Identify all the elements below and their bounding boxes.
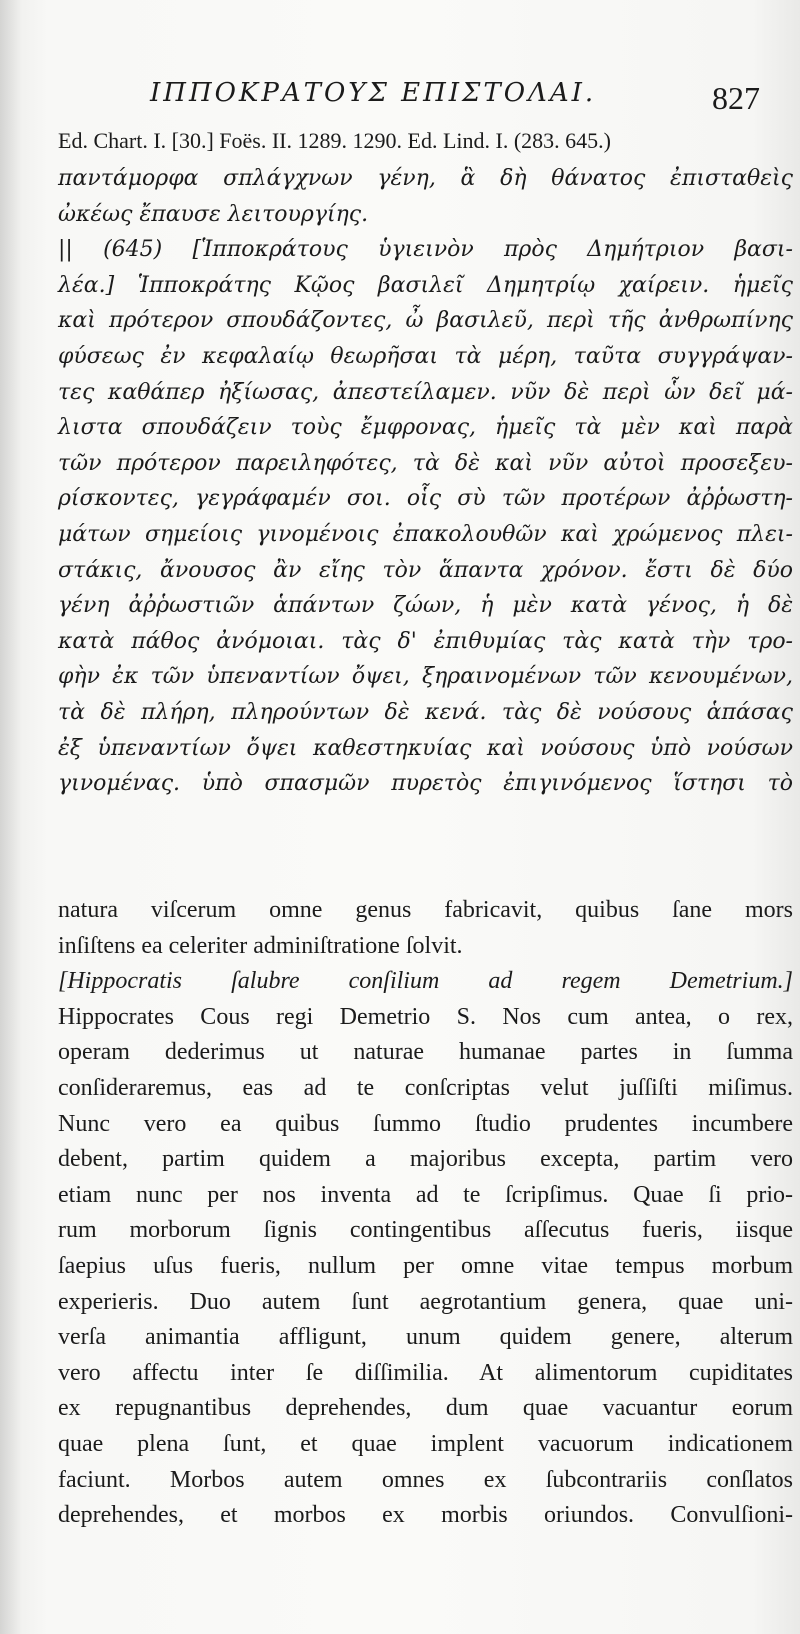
page-number: 827 xyxy=(712,80,760,116)
greek-line: λιστα σπουδάζειν τοὺς ἔμφρονας, ἡμεῖς τὰ μὲν καὶ παρὰ xyxy=(58,415,793,441)
page-header xyxy=(0,78,800,128)
latin-line: inſiſtens ea celeriter adminiſtratione ſolvit. xyxy=(58,932,463,959)
latin-section-heading: [Hippocratis ſalubre conſilium ad regem Demetrium.] xyxy=(58,968,793,995)
greek-line: φὴν ἐκ τῶν ὑπεναντίων ὄψει, ξηραινομένων τῶν κενουμένων, xyxy=(58,664,793,690)
greek-line: ρίσκοντες, γεγράφαμέν σοι. οἷς σὺ τῶν προτέρων ἀῤῥωστη- xyxy=(58,486,793,512)
greek-text-block xyxy=(58,161,793,802)
greek-line: τες καθάπερ ἠξίωσας, ἀπεστείλαμεν. νῦν δὲ περὶ ὧν δεῖ μά- xyxy=(58,379,793,405)
latin-line: Nunc vero ea quibus ſummo ſtudio prudentes incumbere xyxy=(58,1110,793,1137)
latin-line: Hippocrates Cous regi Demetrio S. Nos cum antea, o rex, xyxy=(58,1003,793,1030)
page-gutter-shadow xyxy=(0,0,22,1634)
running-title: ΙΠΠΟΚΡΑΤΟΥΣ ΕΠΙΣΤΟΛΑΙ. xyxy=(150,78,597,108)
greek-line: γινομένας. ὑπὸ σπασμῶν πυρετὸς ἐπιγινόμενος ἵστησι τὸ xyxy=(58,771,793,797)
latin-line: experieris. Duo autem ſunt aegrotantium genera, quae uni- xyxy=(58,1288,793,1315)
greek-line: καὶ πρότερον σπουδάζοντες, ὦ βασιλεῦ, περὶ τῆς ἀνθρωπίνης xyxy=(58,308,793,334)
greek-line: || (645) [Ἱπποκράτους ὑγιεινὸν πρὸς Δημήτριον βασι- xyxy=(58,237,793,263)
latin-line: ſaepius uſus fueris, nullum per omne vitae tempus morbum xyxy=(58,1252,793,1279)
greek-line: κατὰ πάθος ἀνόμοιαι. τὰς δ' ἐπιθυμίας τὰς κατὰ τὴν τρο- xyxy=(58,628,793,654)
latin-line: vero affectu inter ſe diſſimilia. At alimentorum cupiditates xyxy=(58,1359,793,1386)
edition-reference-line: Ed. Chart. I. [30.] Foës. II. 1289. 1290. Ed. Lind. I. (283. 645.) xyxy=(58,128,611,153)
greek-line: τῶν πρότερον παρειληφότες, τὰ δὲ καὶ νῦν αὐτοὶ προσεξευ- xyxy=(58,450,793,476)
latin-line: rum morborum ſignis contingentibus aſſecutus fueris, iisque xyxy=(58,1217,793,1244)
greek-line: ἐξ ὑπεναντίων ὄψει καθεστηκυίας καὶ νούσους ὑπὸ νούσων xyxy=(58,735,793,761)
latin-line: natura viſcerum omne genus fabricavit, quibus ſane mors xyxy=(58,897,793,923)
latin-line: etiam nunc per nos inventa ad te ſcripſimus. Quae ſi prio- xyxy=(58,1181,793,1208)
latin-line: debent, partim quidem a majoribus excepta, partim vero xyxy=(58,1146,793,1173)
greek-line: ὠκέως ἔπαυσε λειτουργίης. xyxy=(58,201,369,227)
greek-line: γένη ἀῤῥωστιῶν ἁπάντων ζώων, ἡ μὲν κατὰ γένος, ἡ δὲ xyxy=(58,593,793,619)
latin-line: ex repugnantibus deprehendes, dum quae vacuantur eorum xyxy=(58,1395,793,1422)
greek-line: λέα.] Ἱπποκράτης Κῷος βασιλεῖ Δημητρίῳ χαίρειν. ἡμεῖς xyxy=(58,272,793,298)
latin-line: faciunt. Morbos autem omnes ex ſubcontrariis conſlatos xyxy=(58,1466,793,1493)
latin-line: operam dederimus ut naturae humanae partes in ſumma xyxy=(58,1039,793,1066)
greek-line: τὰ δὲ πλήρη, πληρούντων δὲ κενά. τὰς δὲ νούσους ἁπάσας xyxy=(58,699,793,725)
latin-translation-block xyxy=(58,893,793,1534)
latin-line: quae plena ſunt, et quae implent vacuorum indicationem xyxy=(58,1430,793,1457)
latin-line: verſa animantia affligunt, unum quidem genere, alterum xyxy=(58,1324,793,1351)
greek-line: παντάμορφα σπλάγχνων γένη, ἃ δὴ θάνατος ἐπισταθεὶς xyxy=(58,166,793,191)
greek-line: μάτων σημείοις γινομένοις ἐπακολουθῶν καὶ χρώμενος πλει- xyxy=(58,521,793,547)
greek-line: φύσεως ἐν κεφαλαίῳ θεωρῆσαι τὰ μέρη, ταῦτα συγγράψαν- xyxy=(58,343,793,369)
latin-line: deprehendes, et morbos ex morbis oriundos. Convulſioni- xyxy=(58,1502,793,1529)
latin-line: conſideraremus, eas ad te conſcriptas velut juſſiſti miſimus. xyxy=(58,1074,793,1101)
greek-line: στάκις, ἄνουσος ἂν εἴης τὸν ἅπαντα χρόνον. ἔστι δὲ δύο xyxy=(58,557,793,583)
